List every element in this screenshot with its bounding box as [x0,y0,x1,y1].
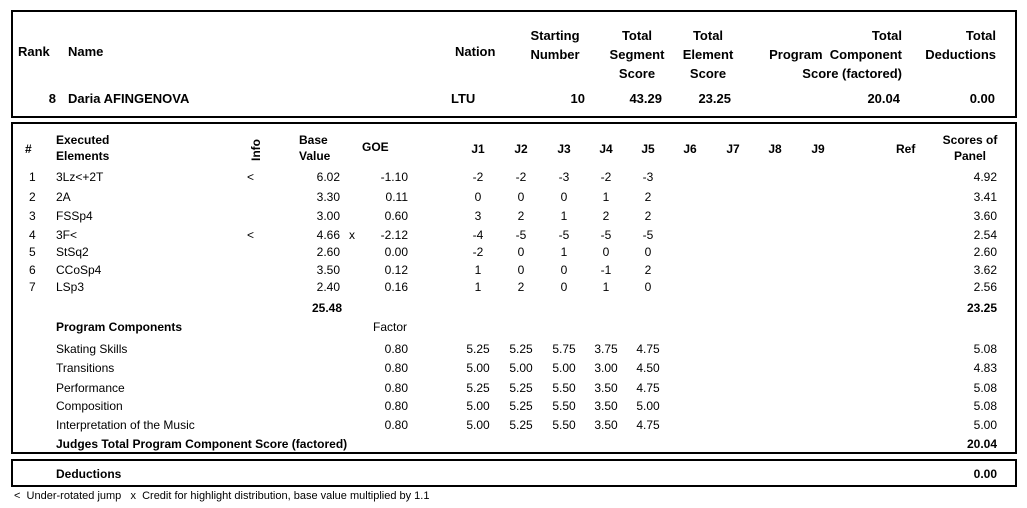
element-goe: 0.11 [385,190,408,204]
component-judge-score: 3.50 [594,418,618,432]
element-judge-score: 3 [474,209,482,223]
element-num: 3 [29,209,36,223]
component-judge-score: 5.25 [509,399,533,413]
component-judge-score: 4.75 [636,418,660,432]
component-judge-score: 5.00 [509,361,533,375]
skater-starting-number: 10 [570,91,585,106]
element-name: LSp3 [56,280,85,294]
element-num: 2 [29,190,36,204]
element-name: 3F< [56,228,78,242]
component-judge-score: 5.00 [552,361,576,375]
element-judge-score: -3 [558,170,570,184]
element-judge-score: 2 [644,209,652,223]
footnote: < Under-rotated jump x Credit for highlight distribution, base value multiplied by 1.1 [14,490,430,502]
info-header: Info [249,139,263,161]
element-judge-score: 1 [602,190,610,204]
element-judge-score: 1 [560,245,568,259]
element-base-value: 2.60 [316,245,340,259]
component-judge-score: 5.25 [509,381,533,395]
element-judge-score: 0 [560,280,568,294]
element-base-value: 4.66 [316,228,340,242]
component-judge-score: 4.50 [636,361,660,375]
element-panel-score: 2.56 [973,280,997,294]
skater-name: Daria AFINGENOVA [68,91,190,106]
component-panel-score: 5.08 [973,399,997,413]
executed-elements-header: Executed Elements [56,133,110,163]
element-judge-score: 0 [644,245,652,259]
element-panel-score: 3.60 [973,209,997,223]
total-element-score-header: Total Element Score [682,28,734,81]
factor-header: Factor [373,320,408,334]
deductions-label: Deductions [56,467,122,481]
total-deductions-header: Total Deductions [925,28,996,62]
element-name: 3Lz<+2T [56,170,104,184]
element-judge-score: 2 [644,263,652,277]
element-judge-score: -5 [600,228,612,242]
element-base-value: 3.50 [316,263,340,277]
total-pcs-header: Total Program Component Score (factored) [769,28,902,81]
component-factor: 0.80 [384,418,408,432]
element-num: 6 [29,263,36,277]
element-judge-score: -2 [472,245,484,259]
component-judge-score: 3.75 [594,342,618,356]
component-judge-score: 5.00 [466,361,490,375]
element-judge-score: 0 [517,190,525,204]
component-name: Performance [56,381,125,395]
judge-header-1: J1 [471,142,485,156]
element-panel-score: 2.54 [973,228,997,242]
element-goe: 0.00 [384,245,408,259]
component-panel-score: 5.08 [973,381,997,395]
component-factor: 0.80 [384,381,408,395]
component-judge-score: 5.50 [552,418,576,432]
element-panel-score: 3.62 [973,263,997,277]
element-panel-score: 4.92 [973,170,997,184]
element-name: 2A [56,190,71,204]
element-name: StSq2 [56,245,89,259]
component-panel-score: 5.08 [973,342,997,356]
element-panel-score: 2.60 [973,245,997,259]
element-judge-score: 0 [517,245,525,259]
components-total-value: 20.04 [966,437,997,451]
element-judge-score: 1 [474,263,482,277]
element-judge-score: -5 [515,228,527,242]
element-judge-score: -1 [600,263,612,277]
component-judge-score: 5.50 [552,399,576,413]
component-factor: 0.80 [384,361,408,375]
judge-header-4: J4 [599,142,613,156]
element-judge-score: 0 [474,190,482,204]
element-info: < [247,170,255,184]
starting-number-header: Starting Number [530,28,580,62]
component-judge-score: 5.00 [636,399,660,413]
element-name: CCoSp4 [56,263,102,277]
element-num: 4 [29,228,36,242]
skater-total-deductions: 0.00 [969,91,995,106]
element-goe: -1.10 [380,170,408,184]
element-judge-score: 0 [602,245,610,259]
element-num: 5 [29,245,36,259]
component-judge-score: 5.50 [552,381,576,395]
ref-header: Ref [896,142,916,156]
judge-header-7: J7 [726,142,740,156]
element-judge-score: 2 [644,190,652,204]
skater-total-element-score: 23.25 [698,91,731,106]
element-judge-score: 0 [560,190,568,204]
element-judge-score: 2 [517,209,525,223]
judge-header-5: J5 [641,142,655,156]
judge-header-2: J2 [514,142,528,156]
judge-header-8: J8 [768,142,782,156]
nation-header: Nation [455,44,496,59]
element-judge-score: 1 [560,209,568,223]
skater-total-segment-score: 43.29 [629,91,662,106]
goe-header: GOE [362,140,389,154]
component-factor: 0.80 [384,342,408,356]
deductions-value: 0.00 [973,467,997,481]
element-judge-score: 0 [644,280,652,294]
element-goe: 0.16 [384,280,408,294]
element-judge-score: -2 [600,170,612,184]
component-judge-score: 5.25 [509,342,533,356]
element-goe: -2.12 [380,228,408,242]
element-base-value: 3.30 [316,190,340,204]
num-header: # [25,142,32,156]
total-segment-score-header: Total Segment Score [609,28,665,81]
name-header: Name [68,44,104,59]
element-judge-score: 0 [560,263,568,277]
skater-rank: 8 [48,91,56,106]
element-judge-score: 0 [517,263,525,277]
element-info: < [247,228,255,242]
elements-total-score: 23.25 [966,301,997,315]
component-judge-score: 4.75 [636,381,660,395]
element-num: 7 [29,280,36,294]
program-components-title: Program Components [56,320,183,334]
component-judge-score: 5.00 [466,418,490,432]
component-judge-score: 3.00 [594,361,618,375]
element-judge-score: 2 [517,280,525,294]
component-name: Skating Skills [56,342,128,356]
component-judge-score: 5.25 [509,418,533,432]
components-total-label: Judges Total Program Component Score (factored) [56,437,348,451]
scores-of-panel-header: Scores of Panel [942,133,998,163]
judge-header-6: J6 [683,142,697,156]
component-judge-score: 5.25 [466,342,490,356]
judge-header-9: J9 [811,142,825,156]
component-panel-score: 4.83 [973,361,997,375]
element-goe: 0.12 [384,263,408,277]
element-panel-score: 3.41 [973,190,997,204]
elements-total-base: 25.48 [311,301,342,315]
element-base-value: 6.02 [316,170,340,184]
element-num: 1 [29,170,36,184]
deductions-box [11,459,1017,487]
element-x-credit: x [349,228,355,242]
component-judge-score: 5.25 [466,381,490,395]
element-judge-score: 1 [602,280,610,294]
component-name: Interpretation of the Music [56,418,195,432]
component-panel-score: 5.00 [973,418,997,432]
skater-total-pcs: 20.04 [867,91,900,106]
element-judge-score: 1 [474,280,482,294]
skater-nation: LTU [451,91,476,106]
component-factor: 0.80 [384,399,408,413]
component-judge-score: 5.00 [466,399,490,413]
base-value-header: Base Value [299,133,331,163]
element-judge-score: -2 [515,170,527,184]
element-name: FSSp4 [56,209,93,223]
element-judge-score: -5 [558,228,570,242]
element-judge-score: 2 [602,209,610,223]
element-goe: 0.60 [384,209,408,223]
component-name: Composition [56,399,123,413]
element-judge-score: -2 [472,170,484,184]
component-judge-score: 5.75 [552,342,576,356]
component-judge-score: 3.50 [594,381,618,395]
element-base-value: 3.00 [316,209,340,223]
component-judge-score: 4.75 [636,342,660,356]
component-judge-score: 3.50 [594,399,618,413]
element-base-value: 2.40 [316,280,340,294]
element-judge-score: -4 [472,228,484,242]
rank-header: Rank [18,44,50,59]
element-judge-score: -5 [642,228,654,242]
judge-header-3: J3 [557,142,571,156]
component-name: Transitions [56,361,115,375]
element-judge-score: -3 [642,170,654,184]
